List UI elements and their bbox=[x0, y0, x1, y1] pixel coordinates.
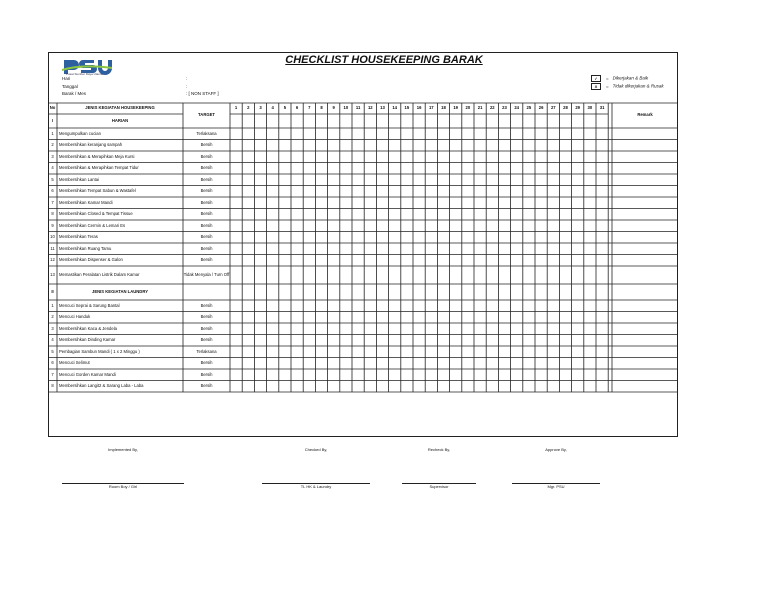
row-target: Bersih bbox=[200, 302, 213, 308]
row-no: 2 bbox=[51, 142, 54, 148]
col-header-no: No bbox=[49, 105, 56, 111]
row-no: 13 bbox=[50, 271, 55, 277]
header-field-barak: Barak / Mes bbox=[62, 91, 87, 96]
row-target: Bersih bbox=[200, 153, 213, 159]
row-activity: Membersihkan Tempat Sabun & Wastafel bbox=[59, 188, 136, 194]
row-no: 5 bbox=[51, 176, 54, 182]
signature-label: Approve By, bbox=[545, 447, 567, 452]
row-no: 6 bbox=[51, 360, 54, 366]
day-header: 12 bbox=[367, 105, 373, 111]
day-header: 15 bbox=[404, 105, 410, 111]
row-no: 4 bbox=[51, 337, 54, 343]
day-header: 20 bbox=[465, 105, 471, 111]
row-activity: Membersihkan Langit2 & Sarang Laba - Laba bbox=[59, 383, 144, 389]
row-activity: Mencuci Gorden Kamar Mandi bbox=[59, 371, 116, 377]
row-no: 4 bbox=[51, 165, 54, 171]
row-activity: Membersihkan Kamar Mandi bbox=[59, 199, 113, 205]
row-target: Bersih bbox=[200, 314, 213, 320]
row-activity: Membersihkan Kaca & Jendela bbox=[59, 325, 117, 331]
row-activity: Pembagian Sambun Mandi ( 1 x 2 Minggu ) bbox=[59, 348, 140, 354]
signature-role: Supervisor bbox=[429, 484, 449, 489]
day-header: 27 bbox=[550, 105, 556, 111]
section2-title: JENIS KEGIATAN LAUNDRY bbox=[92, 288, 148, 294]
row-target: Bersih bbox=[200, 199, 213, 205]
row-target: Bersih bbox=[200, 337, 213, 343]
section2-no: II bbox=[51, 288, 54, 294]
row-activity: Membersihkan keranjang sampah bbox=[59, 142, 123, 148]
header-field-tanggal: Tanggal bbox=[62, 84, 78, 89]
row-target: Bersih bbox=[200, 188, 213, 194]
row-no: 3 bbox=[51, 325, 54, 331]
signature-role: TL HK & Laundry bbox=[300, 484, 332, 489]
day-header: 14 bbox=[392, 105, 398, 111]
signature-label: Checked By, bbox=[304, 447, 328, 452]
row-no: 11 bbox=[50, 245, 55, 251]
row-no: 6 bbox=[51, 188, 54, 194]
day-header: 26 bbox=[538, 105, 544, 111]
row-activity: Mengumpulkan cucian bbox=[59, 130, 101, 136]
row-no: 1 bbox=[51, 302, 54, 308]
day-header: 3 bbox=[259, 105, 262, 111]
row-target: Terlaksana bbox=[196, 130, 217, 136]
row-target: Bersih bbox=[200, 325, 213, 331]
col-header-activity: JENIS KEGIATAN HOUSEKEEPING bbox=[85, 105, 155, 111]
section1-title: HARIAN bbox=[111, 117, 129, 123]
row-no: 3 bbox=[51, 153, 54, 159]
row-activity: Membersihkan Dinding Kamar bbox=[59, 337, 116, 343]
row-activity: Membersihkan Dispenser & Galon bbox=[59, 257, 123, 263]
legend-not-done: X = Tidak dikerjakan & Rusak bbox=[591, 83, 664, 90]
row-target: Bersih bbox=[200, 142, 213, 148]
row-no: 1 bbox=[51, 130, 54, 136]
day-header: 31 bbox=[599, 105, 605, 111]
day-header: 4 bbox=[271, 105, 274, 111]
row-no: 9 bbox=[51, 222, 54, 228]
day-header: 19 bbox=[453, 105, 459, 111]
row-activity: Mencuci Handuk bbox=[59, 314, 91, 320]
row-target: Tidak Menyala / Turn Off bbox=[183, 271, 230, 277]
header-value-hari: : bbox=[186, 76, 188, 81]
day-header: 6 bbox=[295, 105, 299, 111]
header-field-hari: Hari bbox=[62, 76, 71, 81]
row-no: 10 bbox=[50, 234, 55, 240]
day-header: 17 bbox=[428, 105, 434, 111]
row-no: 5 bbox=[51, 348, 54, 354]
row-no: 12 bbox=[50, 257, 55, 263]
row-activity: Membersihkan & Merapihkan Tempat Tidur bbox=[59, 165, 139, 171]
col-header-target: TARGET bbox=[198, 112, 215, 118]
row-activity: Mencuci Seprai & Sarung Bantal bbox=[59, 302, 120, 308]
day-header: 5 bbox=[283, 105, 287, 111]
section1-no: I bbox=[51, 117, 54, 123]
day-header: 30 bbox=[587, 105, 593, 111]
row-no: 8 bbox=[51, 383, 54, 389]
day-header: 22 bbox=[489, 105, 495, 111]
signature-label: Implemented By, bbox=[108, 447, 138, 452]
row-target: Bersih bbox=[200, 245, 213, 251]
day-header: 18 bbox=[441, 105, 446, 111]
row-target: Bersih bbox=[200, 165, 213, 171]
row-target: Bersih bbox=[200, 257, 213, 263]
row-target: Bersih bbox=[200, 234, 213, 240]
row-target: Bersih bbox=[200, 222, 213, 228]
logo-tagline: Pusat Sumber Daya Utama bbox=[66, 72, 103, 76]
day-header: 13 bbox=[380, 105, 385, 111]
row-no: 7 bbox=[51, 371, 54, 377]
row-no: 2 bbox=[51, 314, 54, 320]
row-activity: Membersihkan Closed & Tempat Tissue bbox=[59, 211, 133, 217]
day-header: 21 bbox=[477, 105, 483, 111]
col-header-remark: Remark bbox=[637, 112, 653, 118]
row-target: Terlaksana bbox=[196, 348, 217, 354]
day-header: 16 bbox=[416, 105, 422, 111]
day-header: 28 bbox=[563, 105, 568, 111]
row-activity: Membersihkan Ruang Tamu bbox=[59, 245, 112, 251]
legend-not-done-text: Tidak dikerjakan & Rusak bbox=[612, 83, 664, 89]
row-target: Bersih bbox=[200, 371, 213, 377]
day-header: 23 bbox=[502, 105, 507, 111]
legend-done: ✓ = Dikerjakan & Baik bbox=[591, 75, 648, 82]
header-value-tanggal: : bbox=[186, 84, 188, 89]
day-header: 11 bbox=[355, 105, 361, 111]
check-icon: ✓ bbox=[591, 75, 601, 82]
page-title: CHECKLIST HOUSEKEEPING BARAK bbox=[285, 54, 483, 66]
row-activity: Membersihkan Teras bbox=[59, 234, 98, 240]
row-target: Bersih bbox=[200, 360, 213, 366]
signature-role: Mgr. PSU bbox=[547, 484, 565, 489]
legend-done-text: Dikerjakan & Baik bbox=[612, 75, 649, 81]
signature-label: Recheck By, bbox=[427, 447, 451, 452]
day-header: 8 bbox=[320, 105, 323, 111]
day-header: 24 bbox=[514, 105, 520, 111]
row-no: 7 bbox=[51, 199, 54, 205]
day-header: 7 bbox=[308, 105, 311, 111]
row-activity: Memastikan Peralatan Listrik Dalam Kamar bbox=[59, 271, 140, 277]
day-header: 10 bbox=[343, 105, 349, 111]
row-activity: Membersihkan Lantai bbox=[59, 176, 100, 182]
header-value-barak: : [ NON STAFF ] bbox=[186, 91, 219, 96]
row-target: Bersih bbox=[200, 383, 213, 389]
row-activity: Mencuci Selimut bbox=[59, 360, 90, 366]
row-target: Bersih bbox=[200, 211, 213, 217]
row-target: Bersih bbox=[200, 176, 213, 182]
signature-role: Room Boy / Girl bbox=[108, 484, 138, 489]
cross-icon: X bbox=[591, 83, 601, 90]
row-no: 8 bbox=[51, 211, 54, 217]
row-activity: Membersihkan & Merapihkan Meja Kursi bbox=[59, 153, 135, 159]
day-header: 9 bbox=[332, 105, 335, 111]
row-activity: Membersihkan Cermin & Lemari Es bbox=[59, 222, 126, 228]
day-header: 25 bbox=[526, 105, 532, 111]
day-header: 2 bbox=[247, 105, 250, 111]
day-header: 29 bbox=[575, 105, 581, 111]
day-header: 1 bbox=[234, 105, 238, 111]
